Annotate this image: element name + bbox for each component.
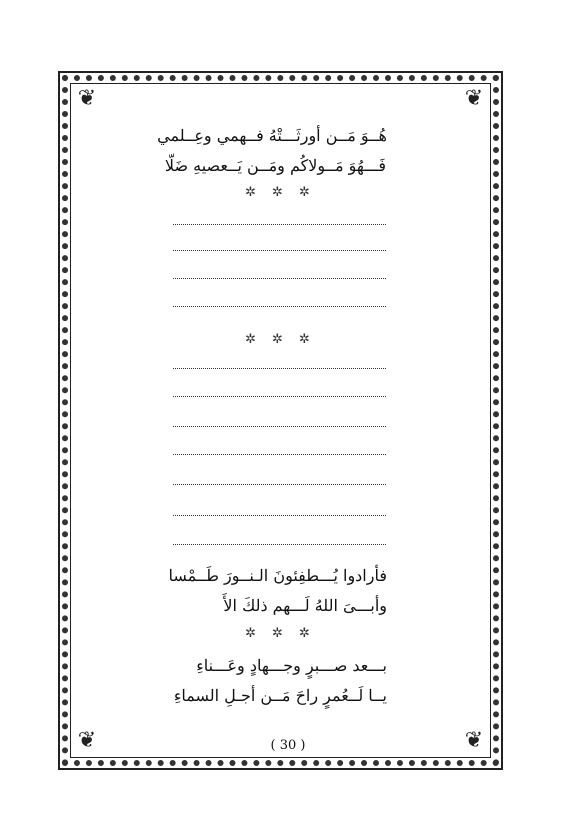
- dotted-line: [173, 368, 386, 369]
- star-icon: ✲: [298, 626, 310, 641]
- star-icon: ✲: [245, 332, 256, 347]
- dotted-line: [173, 515, 386, 516]
- dotted-line: [173, 278, 386, 279]
- dotted-line: [173, 454, 386, 455]
- star-icon: ✲: [245, 626, 256, 641]
- dotted-line: [173, 396, 386, 397]
- dotted-line: [173, 544, 386, 545]
- dotted-line: [173, 250, 386, 251]
- corner-ornament-icon: ❦: [77, 728, 97, 753]
- verse-line: وأبـــىَ اللهُ لَـــهم ذلكَ الأَ: [223, 596, 387, 615]
- page-number: ( 30 ): [270, 738, 306, 753]
- dotted-line: [173, 484, 386, 485]
- verse-line: فأرادوا يُـــطفِئونَ الـنــورَ طَــمْسا: [168, 566, 387, 585]
- corner-ornament-icon: ❦: [77, 86, 97, 111]
- dotted-line: [173, 426, 386, 427]
- star-separator: [245, 626, 310, 641]
- star-separator: [245, 332, 310, 347]
- verse-line: فَـــهُوَ مَــولاكُم ومَــن يَــعصيهِ ضَلّا: [164, 156, 386, 175]
- dotted-line: [173, 306, 386, 307]
- star-icon: ✲: [271, 626, 283, 641]
- verse-line: يــا لَــعُمرٍ راحَ مَــن أجـلِ السماءِ: [173, 686, 387, 705]
- star-icon: ✲: [271, 185, 283, 200]
- star-separator: [245, 185, 310, 200]
- verse-line: هُــوَ مَــن أورثَـــتْهُ فــهمي وعِــلمي: [157, 126, 387, 145]
- star-icon: ✲: [298, 185, 310, 200]
- verse-line: بـــعد صـــبرٍ وجـــهادٍ وعَـــناءِ: [196, 656, 387, 675]
- corner-ornament-icon: ❦: [464, 86, 484, 111]
- star-icon: ✲: [245, 185, 256, 200]
- dotted-line: [173, 224, 386, 225]
- corner-ornament-icon: ❦: [464, 728, 484, 753]
- star-icon: ✲: [298, 332, 310, 347]
- star-icon: ✲: [271, 332, 283, 347]
